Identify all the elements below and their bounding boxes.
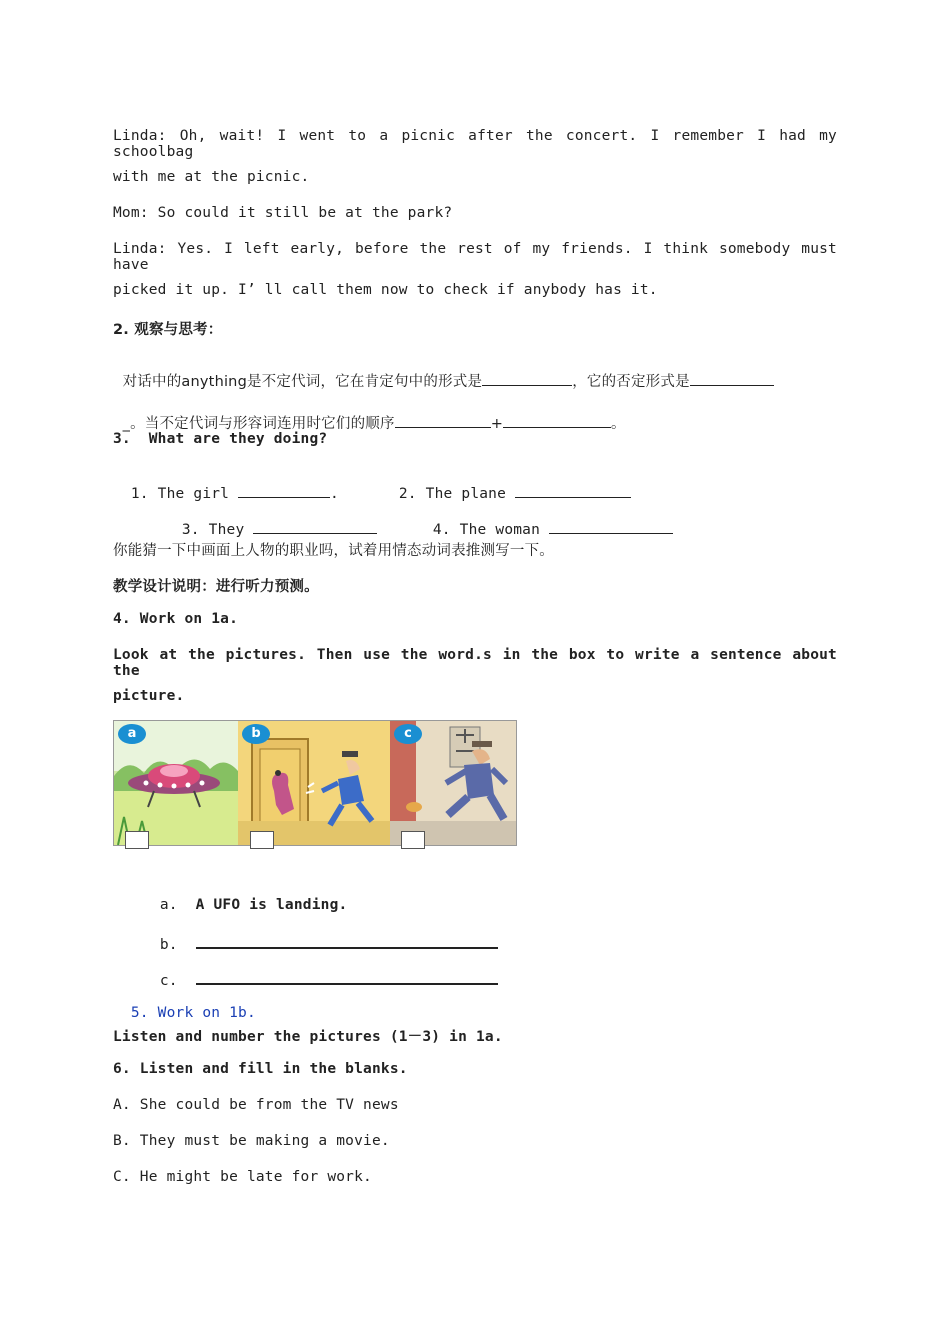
- blank-order-1[interactable]: [395, 413, 491, 428]
- blank-girl[interactable]: [238, 483, 330, 498]
- section-4-instruction-cont: picture.: [113, 688, 185, 704]
- checkbox-a[interactable]: [125, 831, 149, 849]
- dialogue-mom: Mom: So could it still be at the park?: [113, 205, 453, 221]
- answer-c-blank[interactable]: [196, 969, 498, 985]
- dialogue-linda-2b: picked it up. I’ ll call them now to check if anybody has it.: [113, 282, 658, 298]
- dialogue-linda-2a: Linda: Yes. I left early, before the rest of my friends. I think somebody must have: [113, 241, 837, 273]
- section-2-question-cont: _。当不定代词与形容词连用时它们的顺序 + 。: [113, 396, 626, 433]
- section-3-heading: 3. What are they doing?: [113, 431, 328, 447]
- section-4-instruction: Look at the pictures. Then use the word.s in the box to write a sentence about the: [113, 647, 837, 679]
- checkbox-b[interactable]: [250, 831, 274, 849]
- section-4-heading: 4. Work on 1a.: [113, 611, 239, 627]
- blank-affirmative[interactable]: [482, 371, 572, 386]
- design-note: 教学设计说明：进行听力预测。: [113, 579, 319, 595]
- answer-c: c.: [142, 953, 498, 989]
- section-6-item-b: B. They must be making a movie.: [113, 1133, 390, 1149]
- section-3-item-2: 2. The plane: [381, 467, 631, 502]
- section-3-item-1: 1. The girl .: [113, 467, 339, 502]
- section-2-question: 对话中的anything是不定代词，它在肯定句中的形式是 ，它的否定形式是: [113, 354, 774, 391]
- blank-plane[interactable]: [515, 483, 631, 498]
- blank-negative[interactable]: [690, 371, 774, 386]
- section-2-heading: 2. 观察与思考：: [113, 322, 223, 338]
- section-6-item-a: A. She could be from the TV news: [113, 1097, 399, 1113]
- section-6-item-c: C. He might be late for work.: [113, 1169, 372, 1185]
- blank-they[interactable]: [253, 519, 377, 534]
- answer-a: a. A UFO is landing.: [159, 897, 348, 913]
- badge-c: c: [394, 724, 422, 744]
- blank-order-2[interactable]: [503, 413, 611, 428]
- badge-b: b: [242, 724, 270, 744]
- section-3-guess: 你能猜一下中画面上人物的职业吗，试着用情态动词表推测写一下。: [113, 543, 554, 559]
- dialogue-linda-1a: Linda: Oh, wait! I went to a picnic after the concert. I remember I had my schoolbag: [113, 128, 837, 160]
- section-3-item-4: 4. The woman: [415, 503, 673, 538]
- badge-a: a: [118, 724, 146, 744]
- panel-b-alien: [238, 721, 390, 845]
- section-6-heading: 6. Listen and fill in the blanks.: [113, 1061, 408, 1077]
- picture-strip: [113, 720, 517, 846]
- answer-b: b.: [142, 917, 498, 953]
- panel-c-running: [390, 721, 516, 845]
- checkbox-c[interactable]: [401, 831, 425, 849]
- section-3-item-3: 3. They: [164, 503, 377, 538]
- blank-woman[interactable]: [549, 519, 673, 534]
- section-5-instruction: Listen and number the pictures (1－3) in 1a.: [113, 1029, 503, 1045]
- answer-b-blank[interactable]: [196, 933, 498, 949]
- panel-a-ufo: [114, 721, 238, 845]
- dialogue-linda-1b: with me at the picnic.: [113, 169, 310, 185]
- section-5-heading: 5. Work on 1b.: [130, 1005, 256, 1021]
